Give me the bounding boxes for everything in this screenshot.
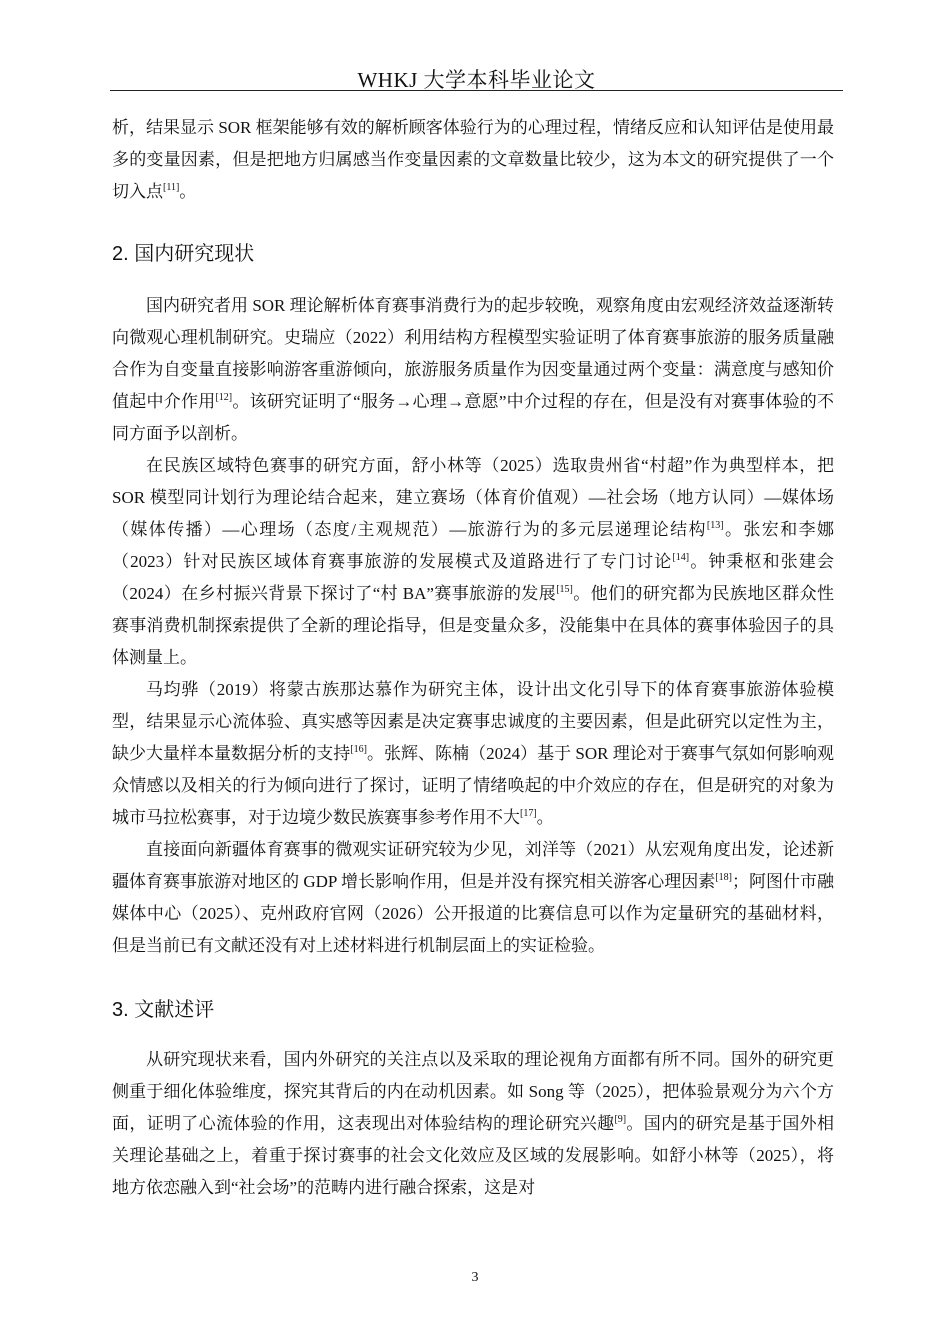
page-number: 3 [471,1270,479,1285]
intro-end: 。 [179,182,197,201]
citation: [9] [614,1114,627,1125]
intro-paragraph [112,112,834,208]
paragraph-text: 马均骅（2019）将蒙古族那达慕作为研究主体，设计出文化引导下的体育赛事旅游体验模型，结果显示心流体验、真实感等因素是决定赛事忠诚度的主要因素，但是此研究以定性为主，缺少大量样本量数据分析的支持 [112,680,834,763]
paragraph-text: 。张宏和李娜（2023）针对民族区域体育赛事旅游的发展模式及道路进行了专门讨论 [112,520,834,571]
citation: [14] [672,552,690,563]
paragraph-text: 国内研究者用 SOR 理论解析体育赛事消费行为的起步较晚，观察角度由宏观经济效益逐渐转向微观心理机制研究。史瑞应（2022）利用结构方程模型实验证明了体育赛事旅游的服务质量融合作为自变量直接影响游客重游倾向，旅游服务质量作为因变量通过两个变量：满意度与感知价值起中介作用 [112,296,834,411]
paragraph-text: 。钟秉枢和张建会（2024）在乡村振兴背景下探讨了“村 BA”赛事旅游的发展 [112,552,835,603]
paragraph-text: 。该研究证明了“服务→心理→意愿”中介过程的存在，但是没有对赛事体验的不同方面予以剖析。 [112,392,835,443]
citation: [11] [163,182,180,193]
paragraph-text: 。国内的研究是基于国外相关理论基础之上，着重于探讨赛事的社会文化效应及区域的发展影响。如舒小林等（2025），将地方依恋融入到“社会场”的范畴内进行融合探索，这是对 [112,1114,835,1197]
paragraph-text: 从研究现状来看，国内外研究的关注点以及采取的理论视角方面都有所不同。国外的研究更侧重于细化体验维度，探究其背后的内在动机因素。如 Song 等（2025），把体验景观分为六个方面，证明了心流体验的作用，这表现出对体验结构的理论研究兴趣 [112,1050,834,1133]
citation: [18] [715,872,732,883]
citation: [12] [215,392,233,403]
citation: [15] [556,584,573,595]
paragraph-text: ；阿图什市融媒体中心（2025）、克州政府官网（2026）公开报道的比赛信息可以作为定量研究的基础材料，但是当前已有文献还没有对上述材料进行机制层面上的实证检验。 [112,872,834,955]
paragraph [112,674,834,834]
citation: [13] [706,520,724,531]
paragraph-text: 。他们的研究都为民族地区群众性赛事消费机制探索提供了全新的理论指导，但是变量众多，没能集中在具体的赛事体验因子的具体测量上。 [112,584,834,667]
paragraph [112,290,834,450]
page-header: WHKJ 大学本科毕业论文 [357,68,596,92]
citation: [16] [350,744,367,755]
paragraph [112,1044,834,1204]
paragraph-text: 。 [536,808,554,827]
intro-text: 析，结果显示 SOR 框架能够有效的解析顾客体验行为的心理过程，情绪反应和认知评估是使用最多的变量因素，但是把地方归属感当作变量因素的文章数量比较少，这为本文的研究提供了一个切入点 [112,118,834,201]
citation: [17] [520,808,537,819]
paragraph-text: 。张辉、陈楠（2024）基于 SOR 理论对于赛事气氛如何影响观众情感以及相关的行为倾向进行了探讨，证明了情绪唤起的中介效应的存在，但是研究的对象为城市马拉松赛事，对于边境少数民族赛事参考作用不大 [112,744,834,827]
section-heading-domestic-research: 2. 国内研究现状 [112,243,255,265]
section-heading-literature-review: 3. 文献述评 [112,999,215,1021]
page-body [112,112,834,1204]
paragraph [112,834,834,962]
paragraph-text: 直接面向新疆体育赛事的微观实证研究较为少见，刘洋等（2021）从宏观角度出发，论述新疆体育赛事旅游对地区的 GDP 增长影响作用，但是并没有探究相关游客心理因素 [112,840,834,891]
paragraph-text: 在民族区域特色赛事的研究方面，舒小林等（2025）选取贵州省“村超”作为典型样本，把 SOR 模型同计划行为理论结合起来，建立赛场（体育价值观）—社会场（地方认同）—媒体场（媒体传播）—心理场（态度/主观规范）—旅游行为的多元层递理论结构 [112,456,834,539]
header-rule [110,90,843,91]
paragraph [112,450,834,674]
